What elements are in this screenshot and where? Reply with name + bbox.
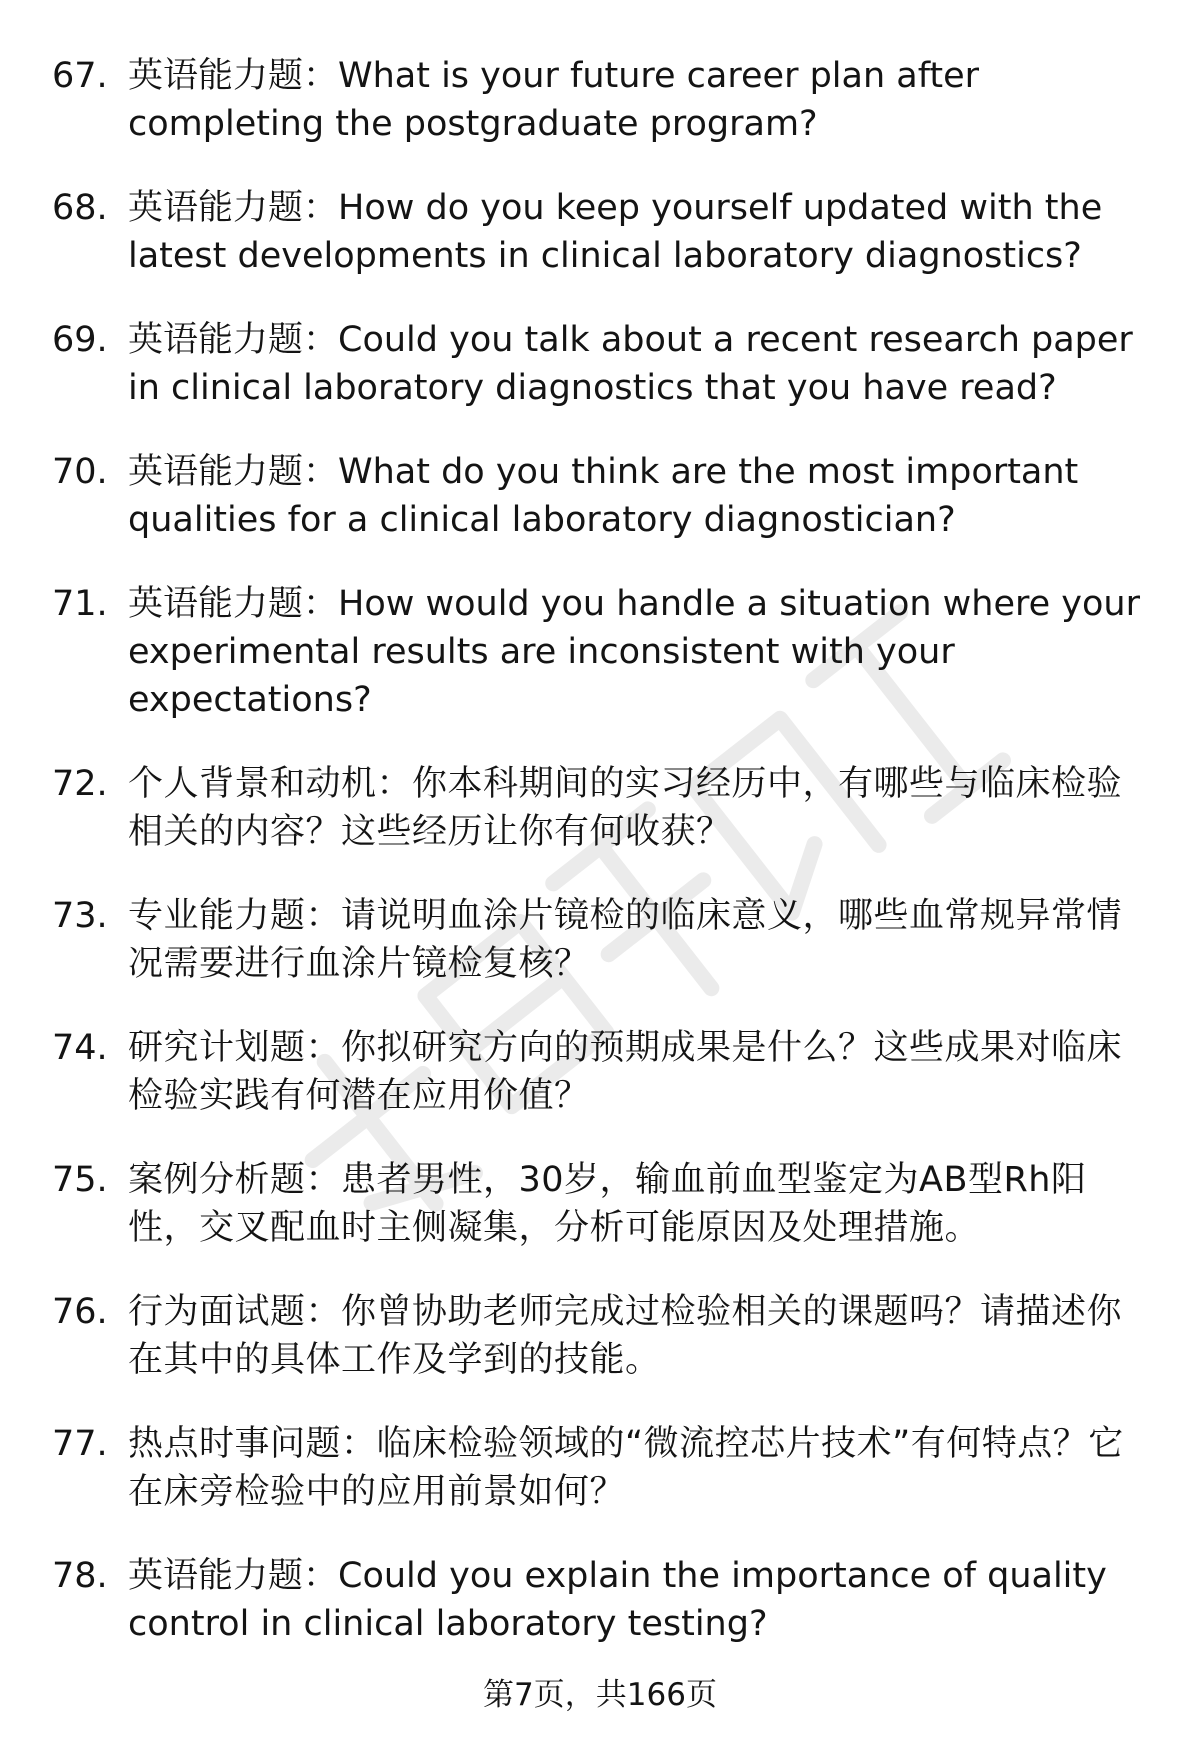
page-footer: 第7页，共166页: [483, 1677, 717, 1713]
question-number: 73.: [52, 896, 108, 936]
question-number: 75.: [52, 1160, 108, 1200]
question-text: 英语能力题：What is your future career plan after completing the postgraduate program?: [128, 56, 980, 144]
question-text: 个人背景和动机：你本科期间的实习经历中，有哪些与临床检验相关的内容？这些经历让你有何收获？: [128, 764, 1123, 852]
question-number: 72.: [52, 764, 108, 804]
question-number: 78.: [52, 1556, 108, 1596]
question-text: 英语能力题：Could you explain the importance of quality control in clinical laboratory testing?: [128, 1556, 1107, 1644]
question-text: 英语能力题：Could you talk about a recent research paper in clinical laboratory diagnostics that you have read?: [128, 320, 1133, 408]
question-text: 专业能力题：请说明血涂片镜检的临床意义，哪些血常规异常情况需要进行血涂片镜检复核？: [128, 896, 1123, 984]
question-text: 英语能力题：How do you keep yourself updated with the latest developments in clinical laboratory diagnostics?: [128, 188, 1103, 276]
question-number: 71.: [52, 584, 108, 624]
question-number: 67.: [52, 56, 108, 96]
question-text: 案例分析题：患者男性，30岁，输血前血型鉴定为AB型Rh阳性，交叉配血时主侧凝集，分析可能原因及处理措施。: [128, 1160, 1087, 1248]
question-text: 热点时事问题：临床检验领域的“微流控芯片技术”有何特点？它在床旁检验中的应用前景如何？: [128, 1424, 1124, 1512]
question-number: 76.: [52, 1292, 108, 1332]
question-number: 68.: [52, 188, 108, 228]
question-text: 英语能力题：How would you handle a situation where your experimental results are inconsistent with your expectations?: [128, 584, 1140, 720]
question-number: 74.: [52, 1028, 108, 1068]
question-text: 研究计划题：你拟研究方向的预期成果是什么？这些成果对临床检验实践有何潜在应用价值？: [128, 1028, 1123, 1116]
question-text: 英语能力题：What do you think are the most important qualities for a clinical laboratory diagnostician?: [128, 452, 1079, 540]
question-number: 77.: [52, 1424, 108, 1464]
question-text: 行为面试题：你曾协助老师完成过检验相关的课题吗？请描述你在其中的具体工作及学到的技能。: [128, 1292, 1123, 1380]
question-number: 70.: [52, 452, 108, 492]
question-number: 69.: [52, 320, 108, 360]
